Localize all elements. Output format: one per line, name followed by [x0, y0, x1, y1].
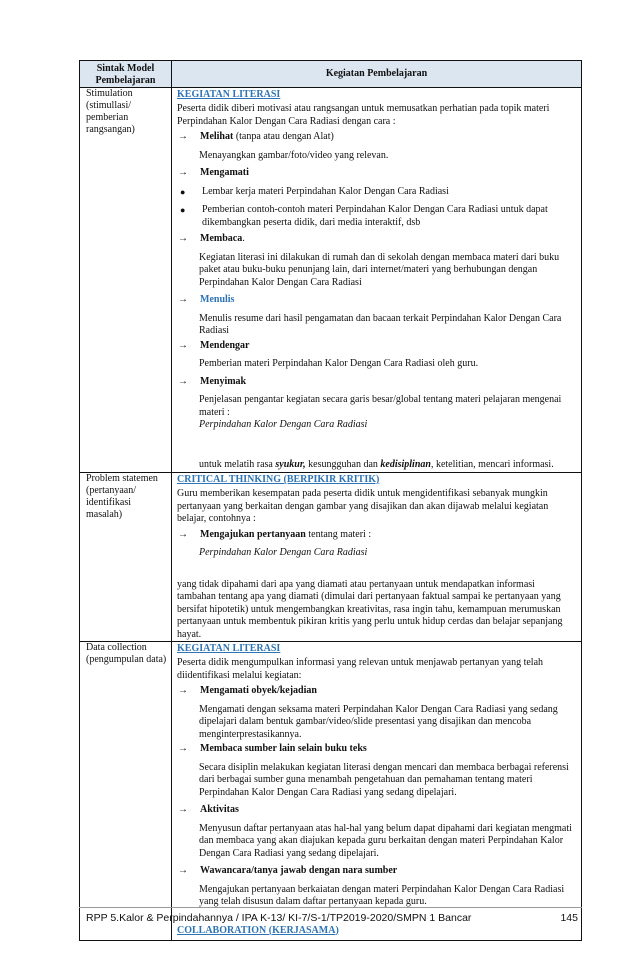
data-intro: Peserta didik mengumpulkan informasi yang relevan untuk menjawab pertanyan yang telah diidentifikasi melalui kegiatan:: [177, 657, 544, 681]
lesson-activity-table: [79, 60, 582, 941]
table-header-row: [80, 61, 582, 88]
arrow-icon: →: [178, 804, 188, 815]
bullet-icon: ●: [180, 186, 186, 197]
arrow-icon: →: [178, 685, 188, 696]
closing-text-a: untuk melatih rasa: [199, 458, 276, 470]
section-title-critical: CRITICAL THINKING (BERPIKIR KRITIK): [177, 474, 380, 485]
stimulation-intro: Peserta didik diberi motivasi atau rangsangan untuk memusatkan perhatian pada topik materi Perpindahan Kalor Dengan Cara Radiasi dengan cara :: [177, 103, 550, 127]
activity-stimulation: [172, 88, 582, 473]
menyimak-desc: Penjelasan pengantar kegiatan secara garis besar/global tentang materi pelajaran mengenai materi :: [199, 394, 562, 418]
arrow-icon: →: [178, 233, 188, 244]
table-row-data-collection: [80, 642, 582, 941]
stage-stimulation: Stimulation (stimullasi/ pemberian rangsangan): [80, 88, 172, 473]
problem-intro: Guru memberikan kesempatan pada peserta didik untuk mengidentifikasi sebanyak mungkin pertanyaan yang berkaitan dengan gambar yang disajikan dan akan dijawab melalui kegiatan belajar, contohnya :: [177, 488, 549, 524]
melihat-note: (tanpa atau dengan Alat): [233, 131, 334, 142]
interview-desc: Mengajukan pertanyaan berkaiatan dengan materi Perpindahan Kalor Dengan Cara Radiasi yang telah disusun dalam daftar pertanyaan kepada guru.: [199, 883, 565, 907]
list-item-bullet-1: [177, 186, 576, 199]
list-item-mendengar: [177, 340, 576, 353]
stage-data-collection: Data collection (pengumpulan data): [80, 642, 172, 941]
mengamati-label: Mengamati: [200, 167, 249, 178]
problem-closing: yang tidak dipahami dari apa yang diamati atau pertanyaan untuk mendapatkan informasi tambahan tentang apa yang diamati (dimulai dari pertanyaan faktual sampai ke pertanyaan yang bersifat hipotetik) untuk mengembangkan kreativitas, rasa ingin tahu, kemampuan merumuskan pertanyaan untuk membentuk pikiran kritis yang perlu untuk hidup cerdas dan belajar sepanjang hayat.: [177, 578, 563, 640]
closing-text-c: kesungguhan dan: [305, 458, 381, 470]
list-item-menulis: [177, 294, 576, 307]
footer-divider: [79, 907, 582, 908]
list-item-ask: [177, 529, 576, 542]
activity-label: Aktivitas: [200, 804, 239, 815]
melihat-label: Melihat: [200, 131, 234, 142]
page-footer: [86, 912, 578, 925]
membaca-dot: .: [242, 233, 245, 244]
table-row-problem: [80, 473, 582, 642]
menulis-label: Menulis: [200, 294, 235, 305]
membaca-label: Membaca: [200, 233, 243, 244]
mendengar-desc: Pemberian materi Perpindahan Kalor Dengan Cara Radiasi oleh guru.: [199, 358, 479, 369]
melihat-desc: Menayangkan gambar/foto/video yang relevan.: [199, 149, 389, 161]
activity-desc: Menyusun daftar pertanyaan atas hal-hal yang belum dapat dipahami dari kegiatan mengmati dan membaca yang akan diajukan kepada guru berkaitan dengan materi Perpindahan Kalor Dengan Cara Radiasi yang sedang dipelajari.: [199, 822, 572, 859]
list-item-interview: [177, 865, 576, 878]
activity-data-collection: [172, 642, 582, 941]
list-item-mengamati: [177, 167, 576, 180]
closing-text-e: , ketelitian, mencari informasi.: [430, 458, 554, 470]
list-item-observe: [177, 685, 576, 698]
arrow-icon: →: [178, 865, 188, 876]
menyimak-topic: Perpindahan Kalor Dengan Cara Radiasi: [199, 419, 368, 430]
list-item-menyimak: [177, 376, 576, 389]
list-item-activity: [177, 804, 576, 817]
mendengar-label: Mendengar: [200, 339, 250, 351]
arrow-icon: →: [178, 294, 188, 305]
ask-topic: Perpindahan Kalor Dengan Cara Radiasi: [199, 547, 368, 558]
list-item-melihat: [177, 131, 576, 144]
arrow-icon: →: [178, 528, 188, 540]
menulis-desc: Menulis resume dari hasil pengamatan dan bacaan terkait Perpindahan Kalor Dengan Cara Radiasi: [199, 312, 562, 336]
stimulation-closing: [199, 459, 576, 472]
closing-syukur: syukur,: [275, 458, 306, 470]
activity-problem: [172, 473, 582, 642]
arrow-icon: →: [178, 743, 188, 754]
header-syntax-model: Sintak Model Pembelajaran: [80, 61, 172, 88]
table-row-stimulation: [80, 88, 582, 473]
list-item-read-other: [177, 743, 576, 756]
membaca-desc: Kegiatan literasi ini dilakukan di rumah dan di sekolah dengan membaca materi dari buku paket atau buku-buku penunjang lain, dari internet/materi yang berhubungan dengan Perpindahan Kalor Dengan Cara Radiasi: [199, 251, 560, 288]
read-desc: Secara disiplin melakukan kegiatan literasi dengan mencari dan membaca berbagai referensi dari berbagai sumber guna menambah pengetahuan dan pemahaman tentang materi Perpindahan Kalor Dengan Cara Radiasi yang sedang dipelajari.: [199, 761, 569, 798]
arrow-icon: →: [178, 375, 188, 387]
footer-text: RPP 5.Kalor & Perpindahannya / IPA K-13/ KI-7/S-1/TP2019-2020/SMPN 1 Bancar: [86, 912, 472, 924]
read-label: Membaca sumber lain selain buku teks: [200, 743, 367, 754]
list-item-membaca: [177, 233, 576, 246]
ask-label: Mengajukan pertanyaan: [200, 528, 306, 540]
section-title-literasi-2: KEGIATAN LITERASI: [177, 643, 281, 654]
bullet-1-text: Lembar kerja materi Perpindahan Kalor Dengan Cara Radiasi: [202, 185, 449, 197]
menyimak-label: Menyimak: [200, 375, 247, 387]
observe-label: Mengamati obyek/kejadian: [200, 685, 317, 696]
closing-kedisiplinan: kedisiplinan: [380, 458, 431, 470]
arrow-icon: →: [178, 339, 188, 351]
stage-problem: Problem statemen (pertanyaan/ identifikasi masalah): [80, 473, 172, 642]
section-title-literasi: KEGIATAN LITERASI: [177, 89, 281, 100]
interview-label: Wawancara/tanya jawab dengan nara sumber: [200, 865, 398, 876]
arrow-icon: →: [178, 131, 188, 142]
section-title-collaboration: COLLABORATION (KERJASAMA): [177, 924, 339, 936]
bullet-2-text: Pemberian contoh-contoh materi Perpindahan Kalor Dengan Cara Radiasi untuk dapat dikembangkan peserta didik, dari media interaktif, dsb: [202, 204, 548, 228]
bullet-icon: ●: [180, 205, 186, 215]
header-learning-activity: Kegiatan Pembelajaran: [172, 61, 582, 88]
observe-desc: Mengamati dengan seksama materi Perpindahan Kalor Dengan Cara Radiasi yang sedang dipelajari dalam bentuk gambar/video/slide presentasi yang disajikan dan mencoba menginterprestasikannya.: [199, 703, 558, 740]
arrow-icon: →: [178, 167, 188, 178]
ask-note: tentang materi :: [305, 528, 372, 540]
list-item-bullet-2: [177, 204, 576, 229]
page-number: 145: [560, 912, 578, 924]
